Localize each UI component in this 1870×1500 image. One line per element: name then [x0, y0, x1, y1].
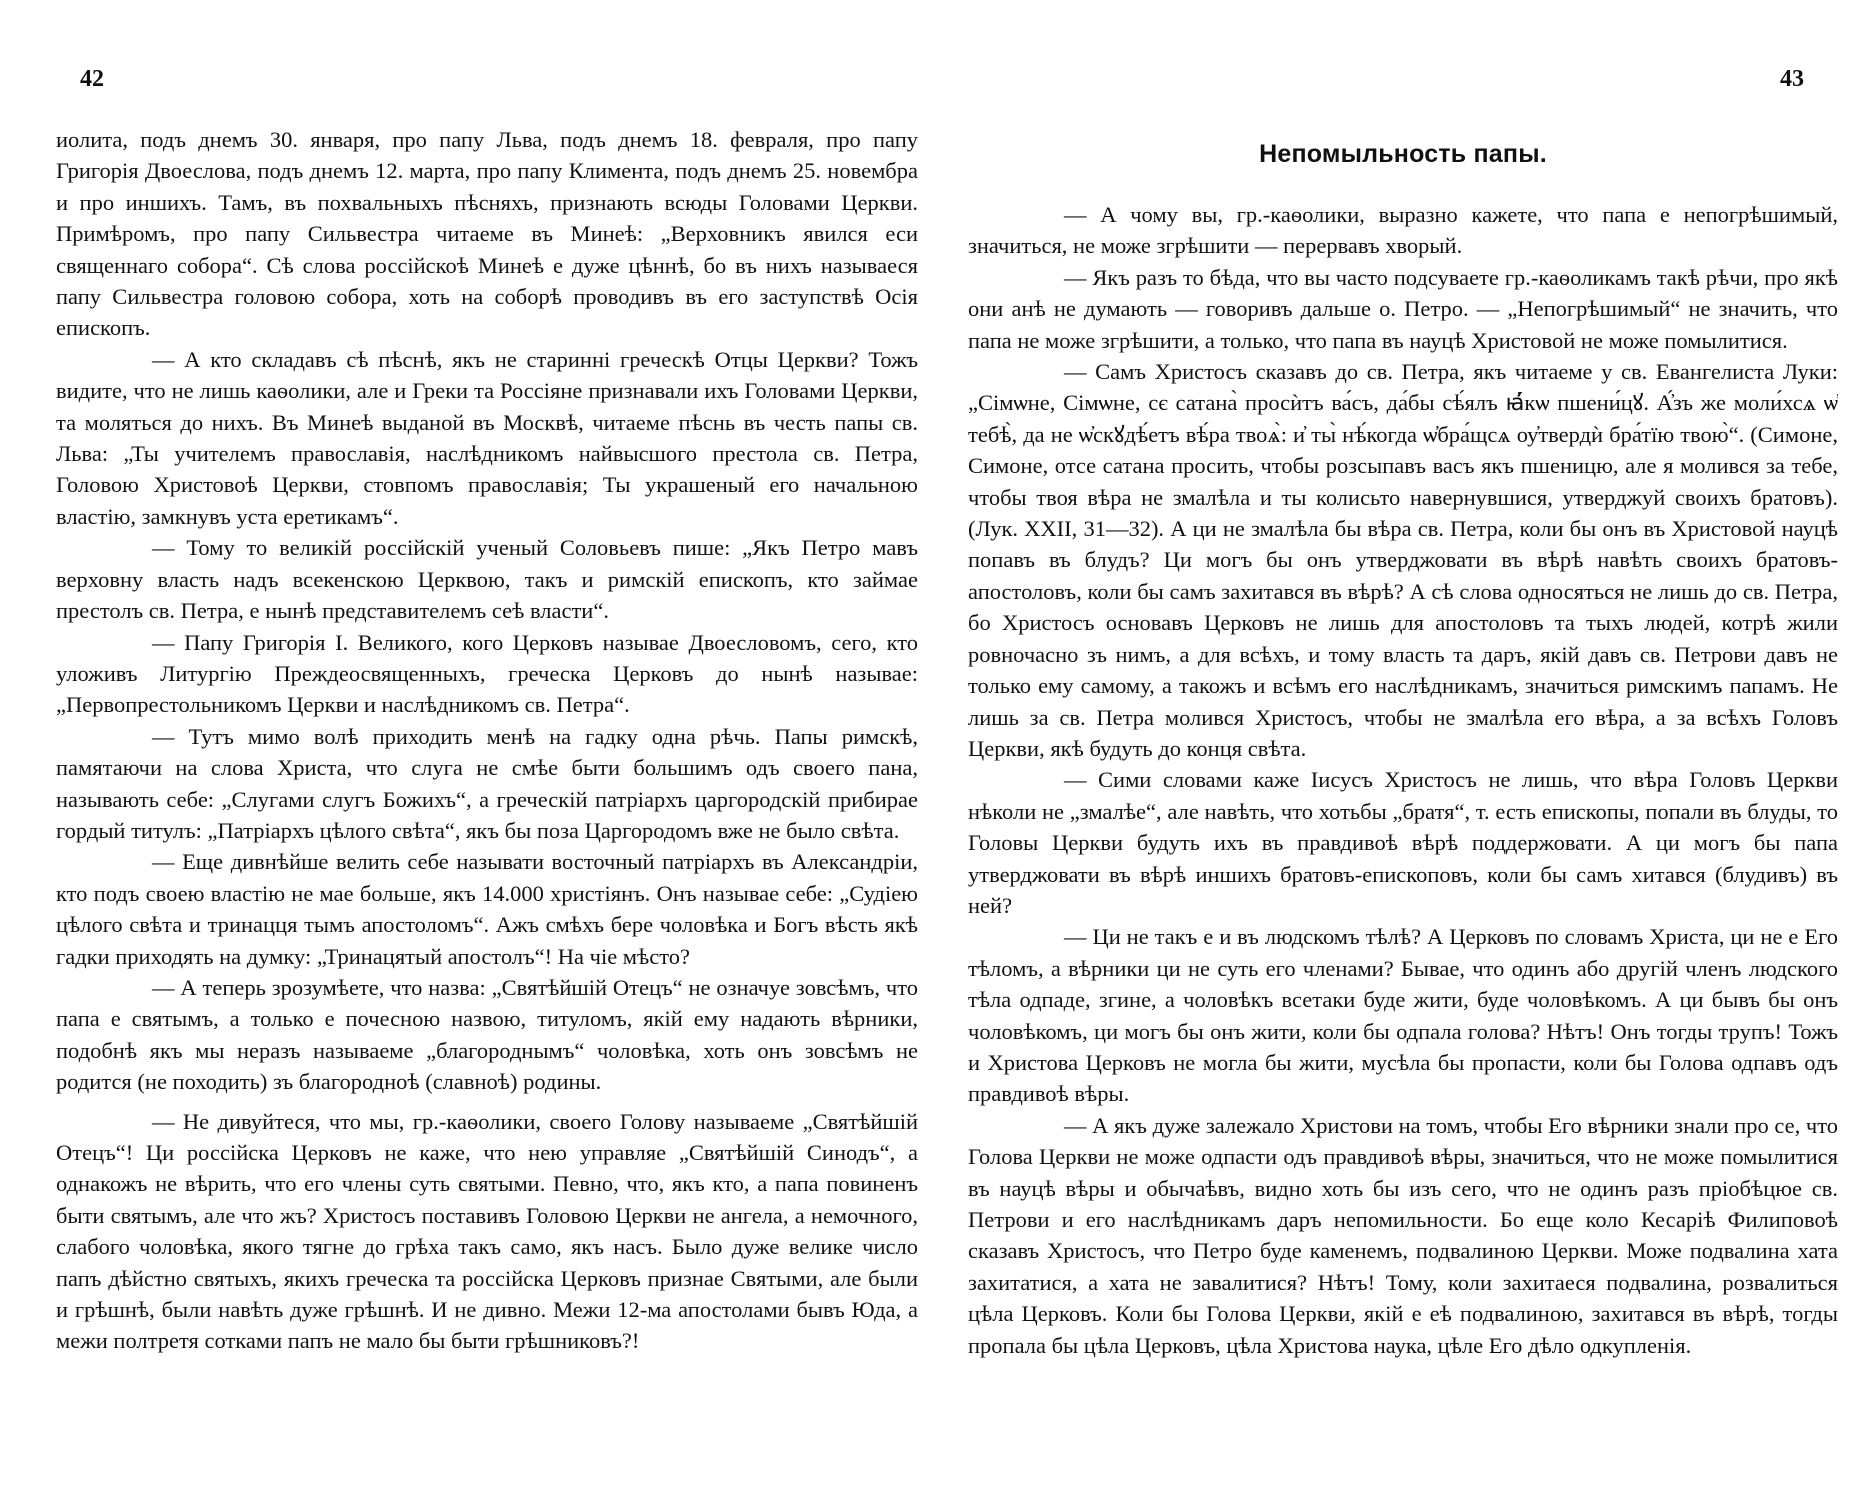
paragraph: иолита, подъ днемъ 30. января, про папу Льва, подъ днемъ 18. февраля, про папу Григорія Двоеслова, подъ днемъ 12. марта, про папу Климента, подъ днемъ 25. новембра и про иншихъ. Тамъ, въ похвальныхъ пѣсняхъ, признають всюды Головами Церкви. Примѣромъ, про папу Сильвестра читаеме въ Минеѣ: „Верховникъ явился еси священнаго собора“. Сѣ слова россійскоѣ Минеѣ е дуже цѣннѣ, бо въ нихъ называеся папу Сильвестра головою собора, хоть на соборѣ проводивъ въ его заступствѣ Осія епископъ.	[56, 127, 918, 341]
right-page-body	[968, 199, 1838, 1361]
paragraph: — Самъ Христосъ сказавъ до св. Петра, якъ читаеме у св. Евангелиста Луки: „Сімѡне, Сімѡне, сє сатана̀ просѝтъ ва́съ, да́бы сѣ́ялъ ꙗ҆́кѡ пшени́цꙋ. А҆́зъ же моли́хсѧ ѡ҆ тебѣ̀, да не ѡ҆скꙋдѣ́етъ вѣ́ра твоѧ̀: и҆ ты̀ нѣ́когда ѡ҆бра́щсѧ оу҆твердѝ бра́тїю твою̀“. (Симоне, Симоне, отсе сатана просить, чтобы розсыпавъ васъ якъ пшеницю, але я молився за тебе, чтобы твоя вѣра не змалѣла и ты колисьто навернувшися, утверджуй своихъ братовъ). (Лук. XXII, 31—32). А ци не змалѣла бы вѣра св. Петра, коли бы онъ въ Христовой науцѣ попавъ въ блудъ? Ци могъ бы онъ утверджовати въ вѣрѣ навѣть своихъ братовъ-апостоловъ, коли бы самъ захитався въ вѣрѣ? А сѣ слова односяться не лишь до св. Петра, бо Христосъ основавъ Церковъ не лишь для апостоловъ та тыхъ людей, котрѣ жили ровночасно зъ нимъ, а для всѣхъ, и тому власть та даръ, якій давъ св. Петрови давъ не только ему самому, а такожъ и всѣмъ его наслѣдникамъ, значиться римскимъ папамъ. Не лишь за св. Петра молився Христосъ, чтобы не змалѣла его вѣра, а за всѣхъ Головъ Церкви, якѣ будуть до конця свѣта.	[968, 359, 1838, 761]
paragraph: — А якъ дуже залежало Христови на томъ, чтобы Его вѣрники знали про се, что Голова Церкви не може одпасти одъ правдивоѣ вѣры, значиться, что не може помылитися въ науцѣ вѣры и обычаѣвъ, видно хоть бы изъ сего, что не одинъ разъ пріобѣцюе св. Петрови и его наслѣдникамъ даръ непомильности. Бо еще коло Кесаріѣ Филиповоѣ сказавъ Христосъ, что Петро буде каменемъ, подвалиною Церкви. Може подвалина хата захитатися, а хата не завалитися? Нѣтъ! Тому, коли захитаеся подвалина, розвалиться цѣла Церковъ. Коли бы Голова Церкви, якій е еѣ подвалиною, захитався въ вѣрѣ, тогды пропала бы цѣла Церковъ, цѣла Христова наука, цѣле Его дѣло одкупленія.	[968, 1112, 1838, 1358]
page-number-left: 42	[80, 66, 104, 92]
paragraph: — Папу Григорія I. Великого, кого Церковъ называе Двоесловомъ, сего, кто уложивъ Литургію Преждеосвященныхъ, греческа Церковъ до нынѣ называе: „Первопрестольникомъ Церкви и наслѣдникомъ св. Петра“.	[56, 629, 918, 718]
right-page	[968, 60, 1838, 1480]
paragraph: — Тому то великій россійскій ученый Соловьевъ пише: „Якъ Петро мавъ верховну власть надъ всекенскою Церквою, такъ и римскій епископъ, кто займае престолъ св. Петра, е нынѣ представителемъ сеѣ власти“.	[56, 535, 918, 624]
page-number-right: 43	[1780, 66, 1804, 92]
paragraph: — Еще дивнѣйше велить себе называти восточный патріархъ въ Александріи, кто подъ своею властію не мае больше, якъ 14.000 христіянъ. Онъ называе себе: „Судіею цѣлого свѣта и тринацця тымъ апостоломъ“. Ажъ смѣхъ бере чоловѣка и Богъ вѣсть якѣ гадки приходять на думку: „Тринацятый апостолъ“! На чіе мѣсто?	[56, 849, 918, 969]
paragraph: — А кто складавъ сѣ пѣснѣ, якъ не старинні греческѣ Отцы Церкви? Тожъ видите, что не лишь каѳолики, але и Греки та Россіяне признавали ихъ Головами Церкви, та моляться до нихъ. Въ Минеѣ выданой въ Москвѣ, читаеме пѣснь въ честь папы св. Льва: „Ты учителемъ православія, наслѣдникомъ найвысшого престола св. Петра, Головою Христовоѣ Церкви, стовпомъ православія; Ты украшеный его начальною властію, замкнувъ уста еретикамъ“.	[56, 346, 918, 529]
left-page	[56, 60, 918, 1480]
paragraph: — Сими словами каже Іисусъ Христосъ не лишь, что вѣра Головъ Церкви нѣколи не „змалѣе“, але навѣть, что хотьбы „братя“, т. есть епископы, попали въ блуды, то Головы Церкви будуть ихъ въ правдивоѣ вѣрѣ поддержовати. А ци могъ бы папа утверджовати въ вѣрѣ иншихъ братовъ-епископовъ, коли бы самъ хитався (блудивъ) въ ней?	[968, 767, 1838, 918]
paragraph: — Не дивуйтеся, что мы, гр.-каѳолики, своего Голову называеме „Святѣйшій Отецъ“! Ци россійска Церковъ не каже, что нею управляе „Святѣйшій Синодъ“, а однакожъ не вѣрить, что его члены суть святыми. Певно, что, якъ кто, а папа повиненъ быти святымъ, але что жъ? Христосъ поставивъ Головою Церкви не ангела, а немочного, слабого чоловѣка, якого тягне до грѣха такъ само, якъ насъ. Было дуже велике число папъ дѣйстно святыхъ, якихъ греческа та россійска Церковъ признае Святыми, але были и грѣшнѣ, были навѣть дуже грѣшнѣ. И не дивно. Межи 12-ма апостолами бывъ Юда, а межи полтретя сотками папъ не мало бы быти грѣшниковъ?!	[56, 1108, 918, 1354]
left-page-body	[56, 124, 918, 1357]
paragraph: — А чому вы, гр.-каѳолики, выразно кажете, что папа е непогрѣшимый, значиться, не може згрѣшити — перервавъ хворый.	[968, 202, 1838, 259]
section-title: Непомыльность папы.	[1259, 140, 1547, 168]
paragraph: — Тутъ мимо волѣ приходить менѣ на гадку одна рѣчь. Папы римскѣ, памятаючи на слова Христа, что слуга не смѣе быти большимъ одъ своего пана, называють себе: „Слугами слугъ Божихъ“, а греческій патріархъ царгородскій прибирае гордый титулъ: „Патріархъ цѣлого свѣта“, якъ бы поза Царгородомъ вже не было свѣта.	[56, 723, 918, 843]
paragraph: — А теперь зрозумѣете, что назва: „Святѣйшій Отецъ“ не означуе зовсѣмъ, что папа е святымъ, а только е почесною назвою, титуломъ, якій ему надають вѣрники, подобнѣ якъ мы неразъ называеме „благороднымъ“ чоловѣка, хоть онъ зовсѣмъ не родится (не походить) зъ благородноѣ (славноѣ) родины.	[56, 974, 918, 1095]
paragraph: — Ци не такъ е и въ людскомъ тѣлѣ? А Церковъ по словамъ Христа, ци не е Его тѣломъ, а вѣрники ци не суть его членами? Бывае, что одинъ або другій членъ людского тѣла одпаде, згине, а чоловѣкъ всетаки буде жити, буде чоловѣкомъ. А ци бывъ бы онъ чоловѣкомъ, ци могъ бы онъ жити, коли бы одпала голова? Нѣтъ! Онъ тогды трупъ! Тожъ и Христова Церковъ не могла бы жити, мусѣла бы пропасти, коли бы Голова одпавъ одъ правдивоѣ вѣры.	[968, 924, 1838, 1107]
paragraph: — Якъ разъ то бѣда, что вы часто подсуваете гр.-каѳоликамъ такѣ рѣчи, про якѣ они анѣ не думають — говоривъ дальше о. Петро. — „Непогрѣшимый“ не значить, что папа не може згрѣшити, а только, что папа въ науцѣ Христовой не може помылитися.	[968, 264, 1838, 353]
